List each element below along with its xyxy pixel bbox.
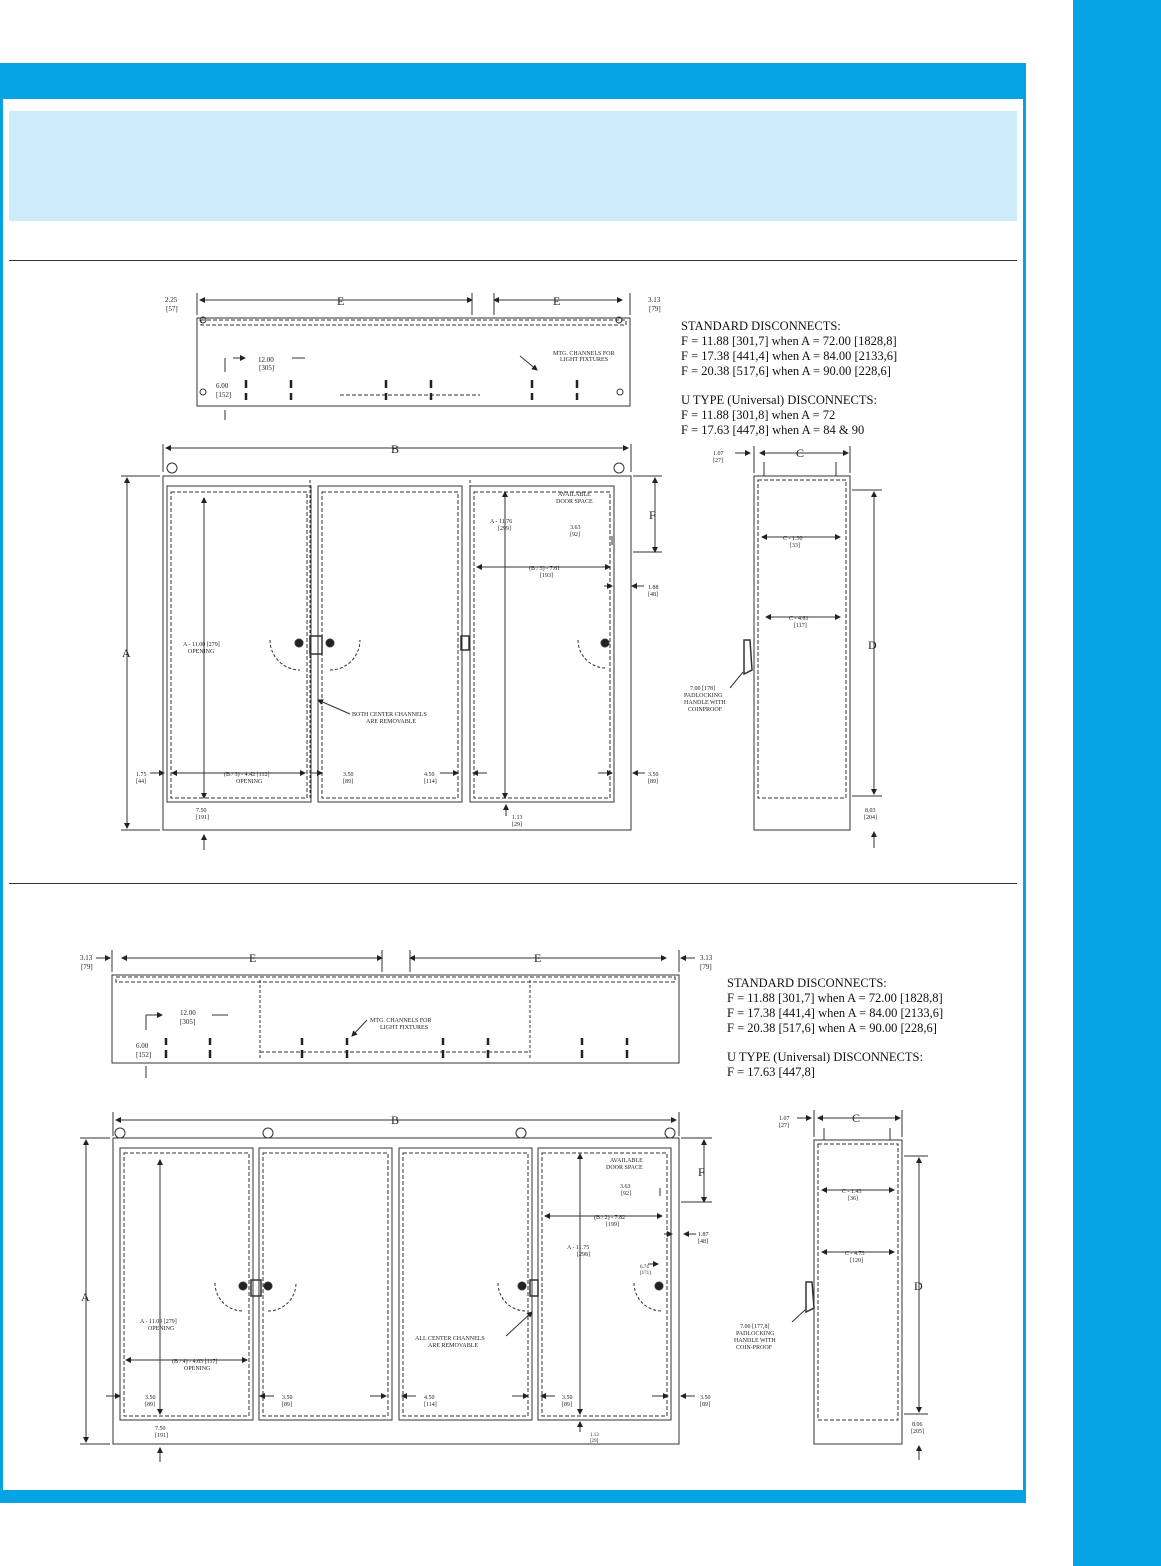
d2-dim-a: A — [81, 1290, 90, 1304]
d2-dim-b: B — [391, 1113, 400, 1127]
d2-handle-4: COIN-PROOF — [736, 1345, 773, 1351]
d2-dim-a-opening: A - 11.00 [279] — [140, 1319, 177, 1325]
d1-dim-opening-2: OPENING — [236, 779, 263, 785]
d2-callout-center-1: ALL CENTER CHANNELS — [415, 1336, 485, 1342]
d1-dim-450: 4.50 — [424, 772, 435, 778]
d2-handle-1: 7.00 [177,8] — [740, 1324, 770, 1330]
d1-handle-2: PADLOCKING — [684, 693, 723, 699]
d1-dim-175-mm: [44] — [136, 779, 146, 785]
d1-dim-188-mm: [48] — [648, 592, 658, 598]
d1-handle-3: HANDLE WITH — [684, 700, 726, 706]
d2-std-line-2: F = 17.38 [441,4] when A = 84.00 [2133,6] — [727, 1006, 944, 1020]
d2-dim-bo: (B / 4) - 4.63 [117] — [172, 1359, 218, 1365]
d2-handle-3: HANDLE WITH — [734, 1338, 776, 1344]
d1-dim-c461-mm: [117] — [794, 623, 807, 629]
d1-dim-right-off: 3.13 — [648, 296, 661, 304]
d2-dim-674-mm: [171] — [640, 1271, 651, 1276]
d2-dim-a-minus: A - 11.75 — [567, 1245, 590, 1251]
d1-dim-opening-1: OPENING — [188, 649, 215, 655]
d2-dim-depth: 6.00 — [136, 1042, 149, 1050]
d1-dim-188: 1.88 — [648, 585, 659, 591]
d1-dim-a-minus: A - 11.76 — [490, 519, 513, 525]
d1-dim-c130-mm: [33] — [790, 543, 800, 549]
d2-dim-a-minus-mm: [298] — [577, 1252, 590, 1258]
d2-dim-350c-mm: [89] — [562, 1402, 572, 1408]
d2-dim-c473-mm: [120] — [850, 1258, 863, 1264]
d2-dim-187-mm: [48] — [698, 1239, 708, 1245]
d1-dim-left-off: 2.25 — [165, 296, 178, 304]
d1-side-view — [730, 446, 882, 848]
d2-dim-750-mm: [191] — [155, 1433, 168, 1439]
d2-dim-c143-mm: [36] — [848, 1196, 858, 1202]
d2-dim-350a-mm: [89] — [145, 1402, 155, 1408]
d2-dim-depth-mm: [152] — [136, 1051, 152, 1059]
d2-callout-mtg-1: MTG. CHANNELS FOR — [370, 1018, 432, 1024]
d1-dim-750: 7.50 — [196, 808, 207, 814]
d2-dim-left-off-mm: [79] — [81, 963, 93, 971]
d2-callout-mtg-2: LIGHT FIXTURES — [380, 1025, 429, 1031]
d1-dim-350a-mm: [89] — [343, 779, 353, 785]
d1-dim-depth: 6.00 — [216, 382, 229, 390]
d2-dim-750: 7.50 — [155, 1426, 166, 1432]
d1-callout-center-2: ARE REMOVABLE — [366, 719, 417, 725]
d1-dim-f: F — [649, 508, 656, 522]
d1-dim-e-right: E — [553, 294, 561, 308]
d1-std-title: STANDARD DISCONNECTS: — [681, 319, 841, 333]
d1-dim-350a: 3.50 — [343, 772, 354, 778]
d1-callout-avail-1: AVAILABLE — [558, 492, 591, 498]
d2-dim-c: C — [852, 1111, 861, 1125]
d1-dim-a: A — [122, 646, 131, 660]
d2-dim-350b: 3.50 — [282, 1395, 293, 1401]
d1-dim-350b-mm: [89] — [648, 779, 658, 785]
d1-dim-spacing: 12.00 — [258, 356, 274, 364]
d1-u-title: U TYPE (Universal) DISCONNECTS: — [681, 393, 877, 407]
d2-callout-center-2: ARE REMOVABLE — [428, 1343, 479, 1349]
d2-dim-c143: C - 1.43 — [842, 1189, 862, 1195]
d2-callout-avail-1: AVAILABLE — [610, 1158, 643, 1164]
d1-dim-c: C — [796, 446, 805, 460]
d1-dim-113-mm: [29] — [512, 822, 522, 828]
d2-dim-350b-mm: [89] — [282, 1402, 292, 1408]
d1-dim-350b: 3.50 — [648, 772, 659, 778]
d2-dim-c473: C - 4.73 — [845, 1251, 865, 1257]
d2-dim-806: 8.06 — [912, 1422, 923, 1428]
d1-notes — [681, 319, 897, 438]
d1-dim-bo: (B / 3) - 4.42 [112] — [224, 772, 270, 778]
d1-dim-left-off-mm: [57] — [166, 305, 178, 313]
d2-dim-bw-mm: [199] — [606, 1222, 619, 1228]
d2-dim-right-off: 3.13 — [700, 954, 713, 962]
d1-dim-750-mm: [191] — [196, 815, 209, 821]
d1-dim-right-off-mm: [79] — [649, 305, 661, 313]
d1-dim-c130: C - 1.30 — [783, 536, 803, 542]
d1-dim-bw: (B / 3) - 7.61 — [529, 566, 561, 572]
d2-dim-f: F — [698, 1165, 705, 1179]
d2-handle-2: PADLOCKING — [736, 1331, 775, 1337]
d1-std-line-3: F = 20.38 [517,6] when A = 90.00 [228,6] — [681, 364, 891, 378]
d2-dim-e-right: E — [534, 951, 542, 965]
d2-dim-spacing: 12.00 — [180, 1009, 196, 1017]
d2-dim-350c: 3.50 — [562, 1395, 573, 1401]
d2-side-view — [792, 1110, 928, 1460]
d2-u-title: U TYPE (Universal) DISCONNECTS: — [727, 1050, 923, 1064]
d1-dim-a-opening: A - 11.00 [279] — [183, 642, 220, 648]
d1-dim-b: B — [391, 442, 400, 456]
d1-handle-1: 7.00 [178] — [690, 686, 715, 692]
d1-dim-113: 1.13 — [512, 815, 523, 821]
d2-dim-opening-2: OPENING — [184, 1366, 211, 1372]
d2-dim-363: 3.63 — [620, 1184, 631, 1190]
d1-callout-mtg-2: LIGHT FIXTURES — [560, 357, 609, 363]
d1-callout-avail-2: DOOR SPACE — [556, 499, 593, 505]
d2-notes — [727, 976, 943, 1080]
d2-dim-806-mm: [205] — [911, 1429, 924, 1435]
d1-u-line-1: F = 11.88 [301,8] when A = 72 — [681, 408, 836, 422]
d1-dim-a-minus-mm: [299] — [498, 526, 511, 532]
d1-dim-c461: C - 4.61 — [789, 616, 809, 622]
d1-dim-175: 1.75 — [136, 772, 147, 778]
d1-dim-803-mm: [204] — [864, 815, 877, 821]
d2-std-title: STANDARD DISCONNECTS: — [727, 976, 887, 990]
d2-dim-363-mm: [92] — [621, 1191, 631, 1197]
d2-callout-avail-2: DOOR SPACE — [606, 1165, 643, 1171]
d2-u-line-1: F = 17.63 [447,8] — [727, 1065, 815, 1079]
d2-dim-c-off: 1.07 — [779, 1116, 790, 1122]
d1-dim-depth-mm: [152] — [216, 391, 232, 399]
d1-dim-e-left: E — [337, 294, 345, 308]
d2-dim-e-left: E — [249, 951, 257, 965]
d1-callout-mtg-1: MTG. CHANNELS FOR — [553, 351, 615, 357]
d2-dim-left-off: 3.13 — [80, 954, 93, 962]
d1-std-line-1: F = 11.88 [301,7] when A = 72.00 [1828,8] — [681, 334, 897, 348]
d2-dim-450-mm: [114] — [424, 1402, 437, 1408]
d2-dim-opening-1: OPENING — [148, 1326, 175, 1332]
d2-dim-spacing-mm: [305] — [180, 1018, 196, 1026]
d2-dim-113-mm: [29] — [590, 1439, 599, 1444]
d1-dim-bw-mm: [193] — [540, 573, 553, 579]
d1-dim-spacing-mm: [305] — [259, 364, 275, 372]
d2-dim-350d-mm: [89] — [700, 1402, 710, 1408]
d1-dim-c-off-mm: [27] — [713, 458, 723, 464]
d2-dim-350a: 3.50 — [145, 1395, 156, 1401]
d2-dim-right-off-mm: [79] — [700, 963, 712, 971]
d2-dim-674: 6.74 — [640, 1265, 649, 1270]
d1-u-line-2: F = 17.63 [447,8] when A = 84 & 90 — [681, 423, 865, 437]
d2-dim-bw: (B / 2) - 7.82 — [594, 1215, 626, 1221]
d1-dim-363-mm: [92] — [570, 532, 580, 538]
d1-dim-363: 3.63 — [570, 525, 581, 531]
d1-dim-d: D — [868, 638, 877, 652]
d1-dim-450-mm: [114] — [424, 779, 437, 785]
d1-callout-center-1: BOTH CENTER CHANNELS — [352, 712, 427, 718]
d2-dim-d: D — [914, 1279, 923, 1293]
d1-handle-4: COINPROOF — [688, 707, 723, 713]
d2-dim-450: 4.50 — [424, 1395, 435, 1401]
d2-dim-113: 1.13 — [590, 1433, 599, 1438]
d2-dim-350d: 3.50 — [700, 1395, 711, 1401]
d2-dim-c-off-mm: [27] — [779, 1123, 789, 1129]
d1-dim-c-off: 1.07 — [713, 451, 724, 457]
d2-std-line-1: F = 11.88 [301,7] when A = 72.00 [1828,8] — [727, 991, 943, 1005]
d1-std-line-2: F = 17.38 [441,4] when A = 84.00 [2133,6] — [681, 349, 898, 363]
d2-std-line-3: F = 20.38 [517,6] when A = 90.00 [228,6] — [727, 1021, 937, 1035]
d2-dim-187: 1.87 — [698, 1232, 709, 1238]
d1-dim-803: 8.03 — [865, 808, 876, 814]
